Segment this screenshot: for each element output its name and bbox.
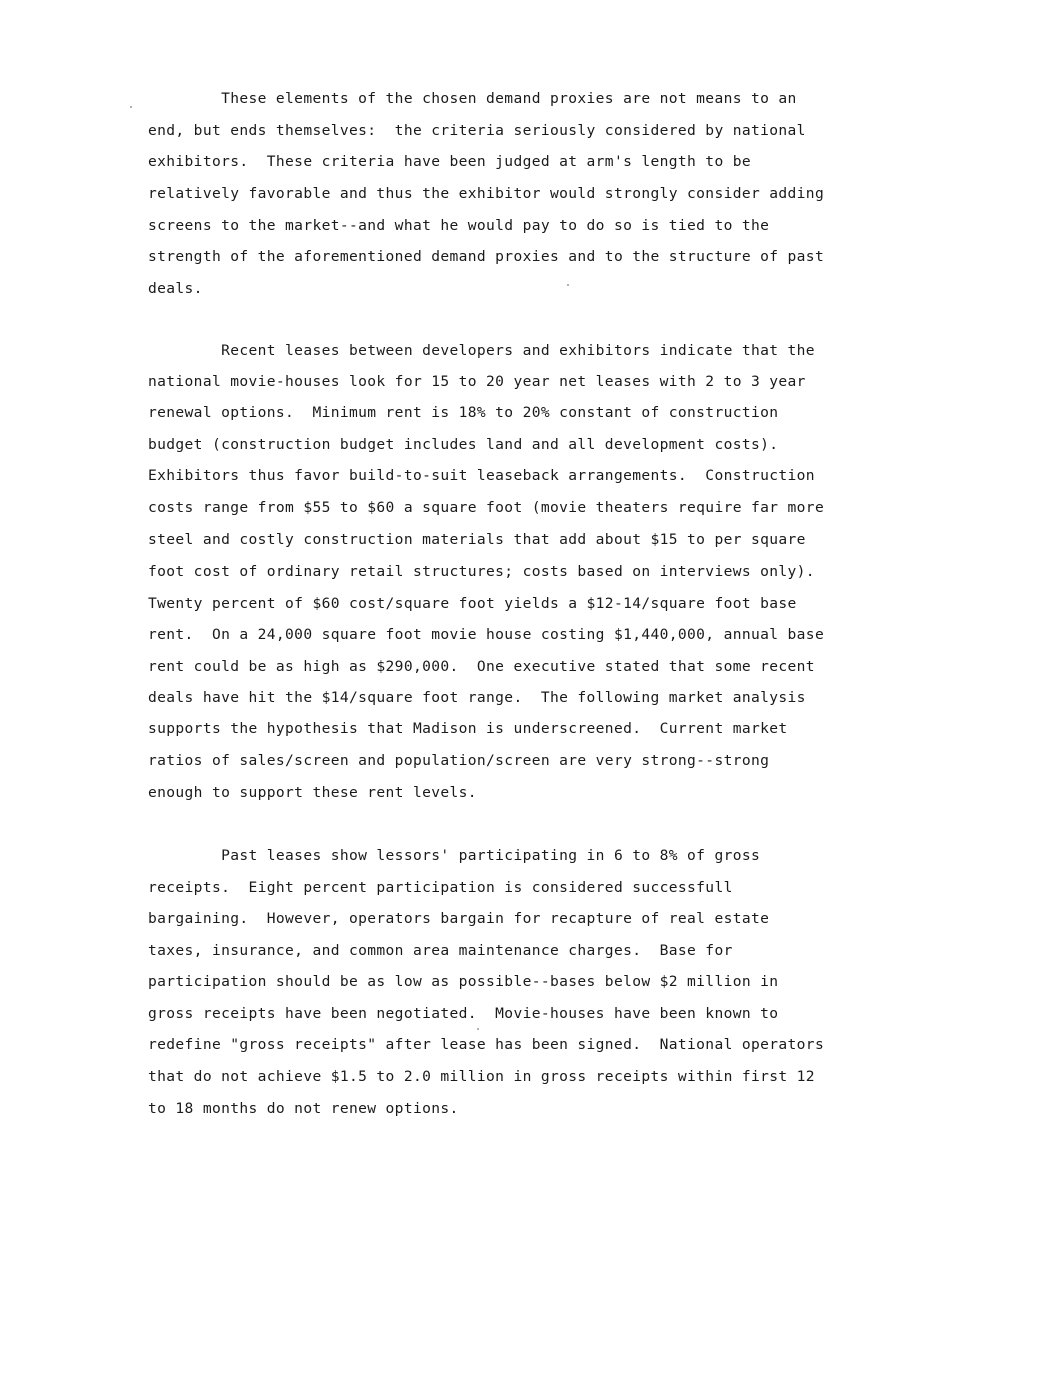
text-line: costs range from $55 to $60 a square foot (movie theaters require far more xyxy=(148,499,825,516)
scan-speck xyxy=(567,284,569,286)
text-line: exhibitors. These criteria have been judged at arm's length to be xyxy=(148,153,751,170)
text-line: strength of the aforementioned demand proxies and to the structure of past xyxy=(148,248,825,265)
text-line: rent. On a 24,000 square foot movie house costing $1,440,000, annual base xyxy=(148,626,825,643)
text-line: redefine "gross receipts" after lease has been signed. National operators xyxy=(148,1036,825,1053)
text-line: taxes, insurance, and common area maintenance charges. Base for xyxy=(148,942,733,959)
text-line: steel and costly construction materials that add about $15 to per square xyxy=(148,531,806,548)
text-line: Exhibitors thus favor build-to-suit leaseback arrangements. Construction xyxy=(148,467,815,484)
text-line: Past leases show lessors' participating in 6 to 8% of gross xyxy=(148,847,761,864)
text-line: These elements of the chosen demand proxies are not means to an xyxy=(148,90,797,107)
text-line: bargaining. However, operators bargain for recapture of real estate xyxy=(148,910,770,927)
text-line: Recent leases between developers and exhibitors indicate that the xyxy=(148,342,815,359)
text-line: receipts. Eight percent participation is considered successfull xyxy=(148,879,733,896)
text-line: foot cost of ordinary retail structures; costs based on interviews only). xyxy=(148,563,815,580)
scan-speck xyxy=(477,1028,479,1030)
text-line: gross receipts have been negotiated. Movie-houses have been known to xyxy=(148,1005,779,1022)
text-line: enough to support these rent levels. xyxy=(148,784,477,801)
text-line: deals have hit the $14/square foot range. The following market analysis xyxy=(148,689,806,706)
text-line: that do not achieve $1.5 to 2.0 million in gross receipts within first 12 xyxy=(148,1068,815,1085)
text-line: ratios of sales/screen and population/screen are very strong--strong xyxy=(148,752,770,769)
text-line: end, but ends themselves: the criteria seriously considered by national xyxy=(148,122,806,139)
text-line: relatively favorable and thus the exhibitor would strongly consider adding xyxy=(148,185,825,202)
text-line: supports the hypothesis that Madison is underscreened. Current market xyxy=(148,720,788,737)
text-line: rent could be as high as $290,000. One executive stated that some recent xyxy=(148,658,815,675)
text-line: screens to the market--and what he would pay to do so is tied to the xyxy=(148,217,770,234)
text-line: renewal options. Minimum rent is 18% to 20% constant of construction xyxy=(148,404,779,421)
text-line: deals. xyxy=(148,280,203,297)
scan-speck xyxy=(130,106,132,108)
text-line: to 18 months do not renew options. xyxy=(148,1100,459,1117)
text-line: Twenty percent of $60 cost/square foot yields a $12-14/square foot base xyxy=(148,595,797,612)
text-line: participation should be as low as possible--bases below $2 million in xyxy=(148,973,779,990)
text-line: national movie-houses look for 15 to 20 year net leases with 2 to 3 year xyxy=(148,373,806,390)
text-line: budget (construction budget includes land and all development costs). xyxy=(148,436,779,453)
